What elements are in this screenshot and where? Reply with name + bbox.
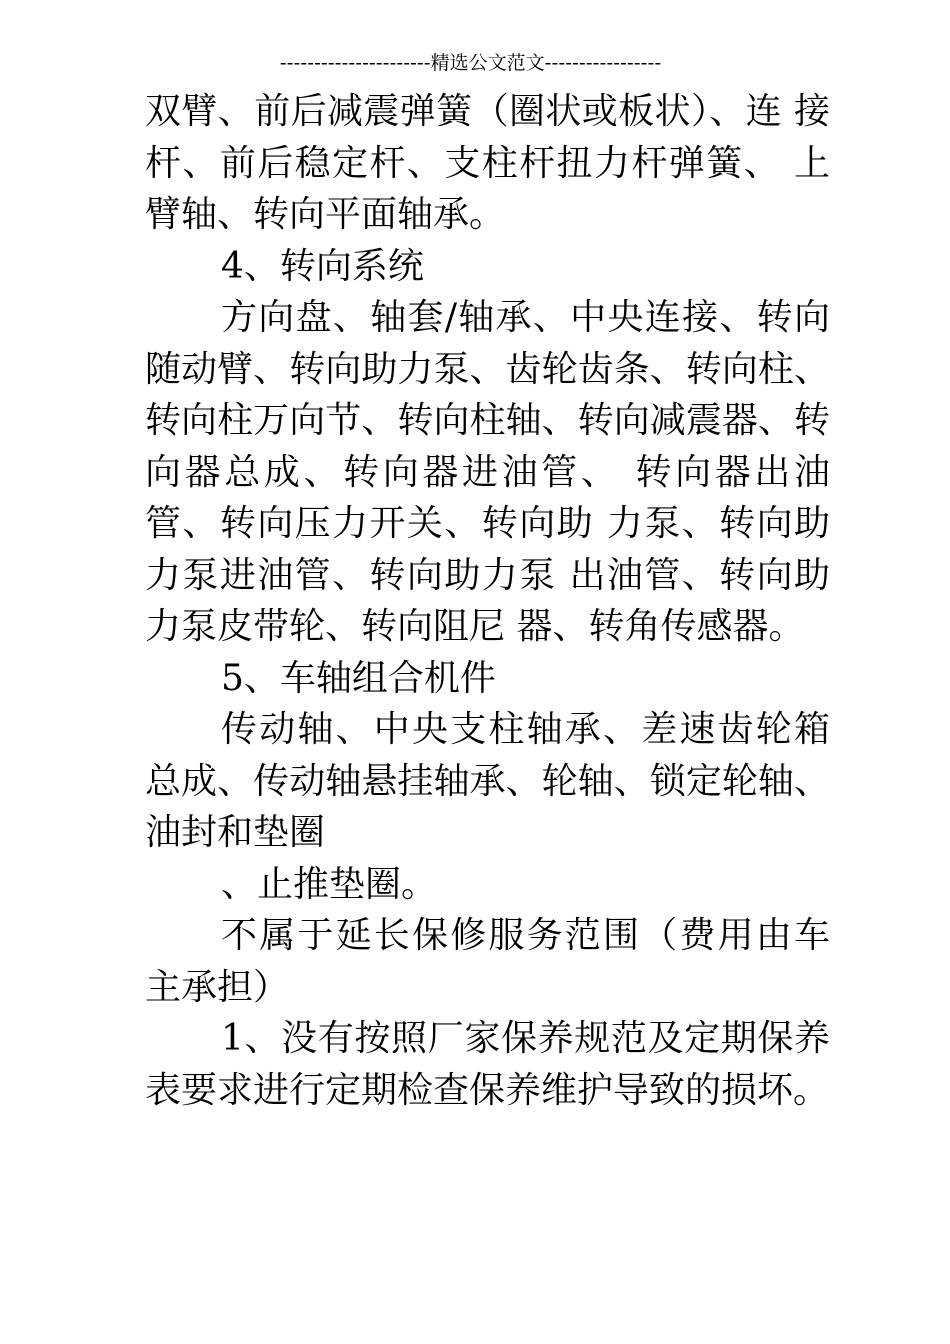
heading-steering-system: 4、转向系统 bbox=[221, 245, 424, 287]
document-body bbox=[145, 86, 830, 1116]
paragraph-suspension-parts: 双臂、前后减震弹簧（圈状或板状）、连 接杆、前后稳定杆、支柱杆扭力杆弹簧、 上臂轴、转向平面轴承。 bbox=[145, 91, 830, 235]
paragraph-thrust-washer: 、止推垫圈。 bbox=[221, 863, 438, 905]
heading-axle-assembly: 5、车轴组合机件 bbox=[221, 657, 496, 699]
paragraph-steering-parts: 方向盘、轴套/轴承、中央连接、转向随动臂、转向助力泵、齿轮齿条、转向柱、转向柱万向节、转向柱轴、转向减震器、转向器总成、转向器进油管、 转向器出油管、转向压力开关、转向助 力泵、转向助力泵进油管、转向助力泵 出油管、转向助力泵皮带轮、转向阻尼 器、转角传感器。 bbox=[145, 297, 830, 647]
paragraph-axle-parts: 传动轴、中央支柱轴承、差速齿轮箱总成、传动轴悬挂轴承、轮轴、锁定轮轴、油封和垫圈 bbox=[145, 709, 830, 853]
heading-not-covered: 不属于延长保修服务范围（费用由车主承担） bbox=[145, 915, 830, 1008]
paragraph-exclusion-1: 1、没有按照厂家保养规范及定期保养表要求进行定期检查保养维护导致的损坏。 bbox=[145, 1018, 830, 1111]
page-header: ----------------------精选公文范文----------------- bbox=[279, 52, 662, 74]
